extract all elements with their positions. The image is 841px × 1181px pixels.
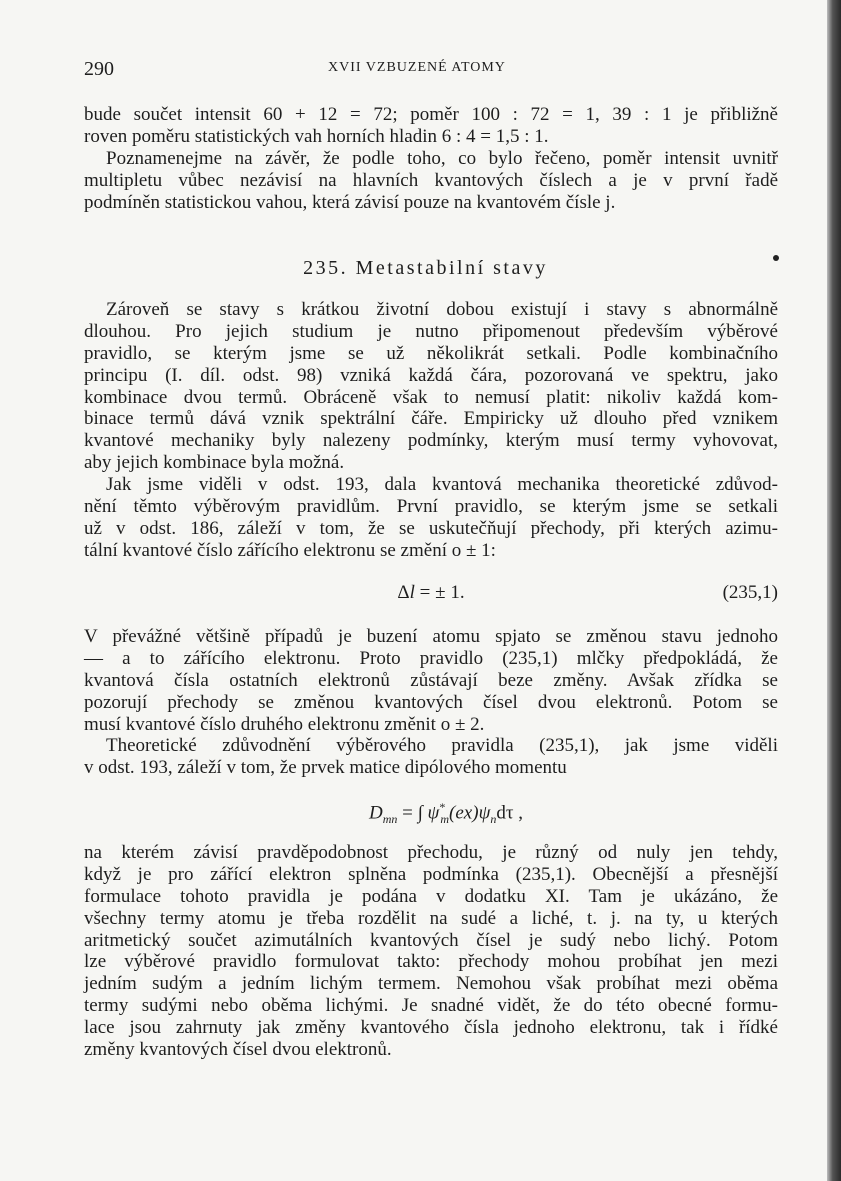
text-line: nění těmto výběrovým pravidlům. První pravidlo, se kterým jsme se setkali: [84, 496, 778, 518]
eq-star: *: [439, 800, 446, 814]
text-line: principu (I. díl. odst. 98) vzniká každá čára, pozorovaná ve spektru, jako: [84, 364, 778, 386]
text-block-section: [84, 299, 778, 562]
text-line: Zároveň se stavy s krátkou životní dobou existují i stavy s abnormálně: [106, 299, 778, 320]
eq-psi-n: ψ: [478, 802, 491, 824]
page-number: 290: [84, 58, 114, 80]
text-line: v odst. 193, záleží v tom, že prvek matice dipólového momentu: [84, 757, 567, 779]
running-title: XVII VZBUZENÉ ATOMY: [328, 60, 506, 75]
text-line: pravidlo, se kterým jsme se už několikrát setkali. Podle kombinačního: [84, 342, 778, 364]
text-line: kvantová čísla ostatních elektronů zůstávají beze změny. Avšak zřídka se: [84, 669, 778, 691]
equation-235-1: [84, 582, 778, 606]
eq-m-sub: m: [440, 812, 450, 827]
text-block-parity: [84, 842, 778, 1061]
eq-n-sub: n: [490, 812, 497, 827]
text-block-intro: [84, 104, 778, 213]
text-line: binace termů dává vznik spektrální čáře. Empiricky už dlouho před vznikem: [84, 408, 778, 430]
text-line: formulace tohoto pravidla je podána v dodatku XI. Tam je ukázáno, že: [84, 885, 778, 907]
eq-D: D: [368, 802, 383, 824]
eq-D-sub: mn: [382, 812, 398, 827]
text-line: musí kvantové číslo druhého elektronu změnit o ± 2.: [84, 713, 485, 735]
text-line: V převážné většině případů je buzení atomu spjato se změnou stavu jednoho: [84, 626, 778, 647]
text-line: termy sudými nebo oběma lichými. Je snadné vidět, že do této obecné formu-: [84, 995, 778, 1017]
text-block-transitions: [84, 626, 778, 779]
eq-delta: Δ: [397, 582, 410, 603]
text-line: Poznamenejme na závěr, že podle toho, co bylo řečeno, poměr intensit uvnitř: [106, 147, 778, 169]
eq-rest: = ± 1.: [414, 582, 465, 603]
text-line: aritmetický součet azimutálních kvantových čísel je sudý nebo lichý. Potom: [84, 929, 778, 951]
text-line: lace jsou zahrnuty jak změny kvantového čísla jednoho elektronu, tak i řídké: [84, 1017, 778, 1039]
text-line: tální kvantové číslo zářícího elektronu se změní o ± 1:: [84, 539, 496, 561]
text-line: lze výběrové pravidlo formulovat takto: přechody mohou probíhat jen mezi: [84, 951, 778, 973]
text-line: změny kvantových čísel dvou elektronů.: [84, 1039, 392, 1061]
text-line: Theoretické zdůvodnění výběrového pravidla (235,1), jak jsme viděli: [106, 735, 778, 757]
text-line: aby jejich kombinace byla možná.: [84, 452, 345, 474]
text-line: když je pro zářící elektron splněna podmínka (235,1). Obecnější a přesnější: [84, 863, 778, 885]
equation-label: (235,1): [722, 582, 778, 603]
text-line: na kterém závisí pravděpodobnost přechodu, je různý od nuly jen tehdy,: [84, 842, 778, 863]
text-line: dlouhou. Pro jejich studium je nutno připomenout především výběrové: [84, 320, 778, 342]
section-title: 235. Metastabilní stavy: [303, 257, 548, 279]
text-line: Jak jsme viděli v odst. 193, dala kvantová mechanika theoretické zdůvod-: [106, 474, 778, 496]
text-line: už v odst. 186, záleží v tom, že se uskutečňují přechody, při kterých azimu-: [84, 517, 778, 539]
text-line: roven poměru statistických vah horních hladin 6 : 4 = 1,5 : 1.: [84, 125, 549, 147]
text-line: multipletu vůbec nezávisí na hlavních kvantových číslech a je v první řadě: [84, 169, 778, 191]
text-line: pozorují přechody se změnou kvantových čísel dvou elektronů. Potom se: [84, 691, 778, 713]
text-line: všechny termy atomu je třeba rozdělit na sudé a liché, t. j. na ty, u kterých: [84, 907, 778, 929]
text-line: jedním sudým a jedním lichým termem. Nemohou však probíhat mezi oběma: [84, 973, 778, 995]
text-line: bude součet intensit 60 + 12 = 72; poměr 100 : 72 = 1, 39 : 1 je přibližně: [84, 104, 778, 125]
page-edge-shadow: [827, 0, 841, 1181]
text-line: — a to zářícího elektronu. Proto pravidlo (235,1) mlčky předpokládá, že: [84, 647, 778, 669]
text-line: kombinace dvou termů. Obráceně však to nemusí platit: nikoliv každá kom-: [84, 386, 778, 408]
eq-var: l: [409, 582, 415, 603]
text-line: podmíněn statistickou vahou, která závisí pouze na kvantovém čísle j.: [84, 191, 616, 213]
equation-dipole-moment: [84, 800, 778, 826]
eq-psi-m: ψ: [427, 802, 440, 824]
eq-integral: = ∫: [397, 802, 428, 824]
text-line: kvantové mechaniky byly nalezeny podmínky, kterým musí termy vyhovovat,: [84, 430, 778, 452]
ink-dot: [773, 255, 779, 261]
eq-dtau: dτ ,: [496, 802, 524, 824]
eq-ex: (ex): [449, 802, 479, 824]
